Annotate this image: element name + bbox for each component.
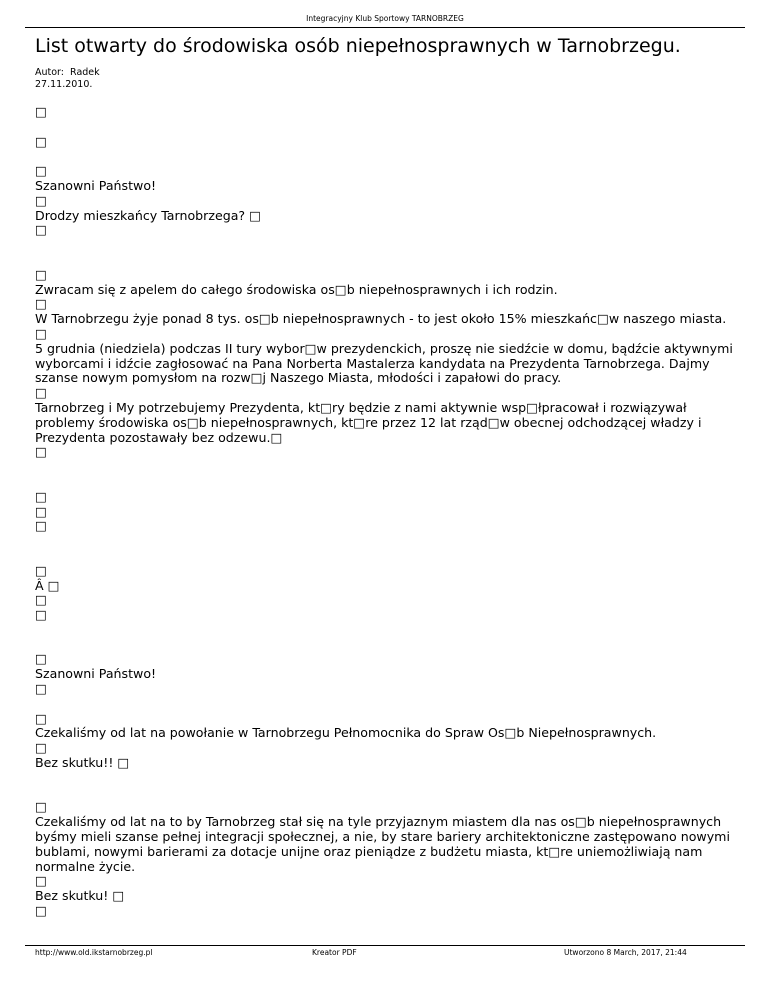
body-line: □ <box>35 488 47 504</box>
body-paragraph: 5 grudnia (niedziela) podczas II tury wybor□w prezydenckich, proszę nie siedźcie w domu, bądźcie aktywnymi wyborcami i idźcie zagłosować na Pana Norberta Mastalerza kandydata na Prezydenta Tarnobrzega. Dajmy szanse nowym pomysłom na rozw□j Naszego Miasta, młodości i zapałowi do pracy. <box>35 340 733 386</box>
body-line: □ <box>35 444 47 460</box>
footer-creator: Kreator PDF <box>312 948 357 957</box>
body-line: □ <box>35 133 47 149</box>
body-line: □ <box>35 651 47 667</box>
footer-date: Utworzono 8 March, 2017, 21:44 <box>564 948 687 957</box>
body-line: □ <box>35 518 47 534</box>
body-line: Bez skutku! □ <box>35 888 125 904</box>
spacer <box>35 771 735 801</box>
body-line: □ <box>35 710 47 726</box>
spacer <box>35 120 735 135</box>
spacer <box>35 623 735 653</box>
article-date: 27.11.2010. <box>35 78 93 90</box>
body-line: □ <box>35 163 47 179</box>
body-paragraph: W Tarnobrzegu żyje ponad 8 tys. os□b niepełnosprawnych - to jest około 15% mieszkańc□w naszego miasta. <box>35 311 727 327</box>
spacer <box>35 460 735 490</box>
body-line: □ <box>35 607 47 623</box>
author-name: Radek <box>70 67 100 78</box>
body-line: Szanowni Państwo! <box>35 666 157 682</box>
body-line: □ <box>35 385 47 401</box>
body-line: □ <box>35 562 47 578</box>
body-line: Zwracam się z apelem do całego środowiska os□b niepełnosprawnych i ich rodzin. <box>35 281 558 297</box>
body-line: Szanowni Państwo! <box>35 177 157 193</box>
body-line: □ <box>35 104 47 119</box>
spacer <box>35 238 735 268</box>
body-line: □ <box>35 873 47 889</box>
body-line: □ <box>35 325 47 341</box>
body-line: Bez skutku!! □ <box>35 755 130 771</box>
body-line: □ <box>35 222 47 238</box>
article-meta <box>35 67 100 90</box>
footer-rule <box>25 945 745 946</box>
body-line: □ <box>35 266 47 282</box>
body-line: □ <box>35 592 47 608</box>
spacer <box>35 149 735 164</box>
body-line: □ <box>35 192 47 208</box>
author-label: Autor: <box>35 67 64 78</box>
body-line: □ <box>35 681 47 697</box>
article-title: List otwarty do środowiska osób niepełnosprawnych w Tarnobrzegu. <box>35 35 681 57</box>
body-line: Â □ <box>35 577 60 593</box>
body-paragraph: Czekaliśmy od lat na to by Tarnobrzeg stał się na tyle przyjaznym miastem dla nas os□b niepełnosprawnych byśmy mieli szanse pełnej integracji społecznej, a nie, by stare bariery architektoniczne zastępowano nowymi bublami, nowymi barierami za dotacje unijne oraz pieniądze z budżetu miasta, kt□re uniemożliwiają nam normalne życie. <box>35 814 730 874</box>
body-line: □ <box>35 903 47 919</box>
body-line: □ <box>35 799 47 815</box>
site-header: Integracyjny Klub Sportowy TARNOBRZEG <box>306 14 464 23</box>
body-line: Drodzy mieszkańcy Tarnobrzega? □ <box>35 207 261 223</box>
body-line: □ <box>35 740 47 756</box>
header-rule <box>25 27 745 28</box>
spacer <box>35 697 735 712</box>
body-line: Czekaliśmy od lat na powołanie w Tarnobrzegu Pełnomocnika do Spraw Os□b Niepełnosprawnych. <box>35 725 657 741</box>
body-paragraph: Tarnobrzeg i My potrzebujemy Prezydenta, kt□ry będzie z nami aktywnie wsp□łpracował i rozwiązywał problemy środowiska os□b niepełnosprawnych, kt□re przez 12 lat rząd□w obecnej odchodzącej władzy i Prezydenta pozostawały bez odzewu.□ <box>35 399 702 445</box>
footer-url[interactable]: http://www.old.ikstarnobrzeg.pl <box>35 948 153 957</box>
body-line: □ <box>35 296 47 312</box>
article-body <box>35 105 735 919</box>
spacer <box>35 534 735 564</box>
body-line: □ <box>35 503 47 519</box>
author-line <box>35 67 100 79</box>
